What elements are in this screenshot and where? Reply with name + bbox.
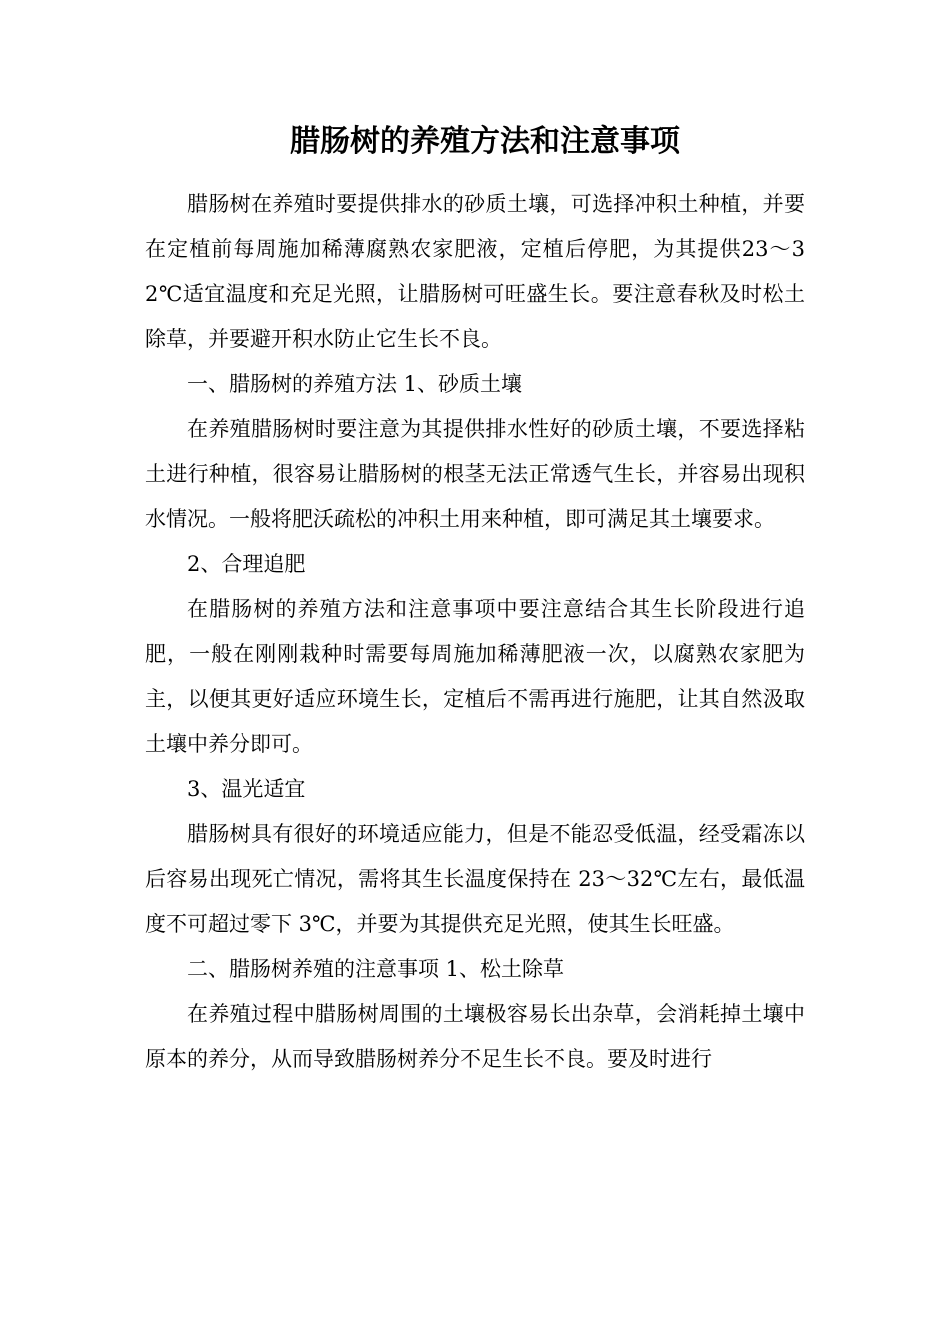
body-paragraph: 在养殖过程中腊肠树周围的土壤极容易长出杂草，会消耗掉土壤中原本的养分，从而导致腊肠树养分不足生长不良。要及时进行 (145, 1002, 805, 1071)
body-paragraph: 腊肠树在养殖时要提供排水的砂质土壤，可选择冲积土种植，并要在定植前每周施加稀薄腐熟农家肥液，定植后停肥，为其提供23～32℃适宜温度和充足光照，让腊肠树可旺盛生长。要注意春秋及时松土除草，并要避开积水防止它生长不良。 (145, 192, 805, 351)
document-body (145, 182, 805, 1082)
document-title: 腊肠树的养殖方法和注意事项 (290, 124, 680, 159)
section-heading: 一、腊肠树的养殖方法 1、砂质土壤 (187, 372, 523, 396)
section-heading: 二、腊肠树养殖的注意事项 1、松土除草 (187, 957, 565, 981)
body-paragraph: 在腊肠树的养殖方法和注意事项中要注意结合其生长阶段进行追肥，一般在刚刚栽种时需要每周施加稀薄肥液一次，以腐熟农家肥为主，以便其更好适应环境生长，定植后不需再进行施肥，让其自然汲取土壤中养分即可。 (145, 597, 805, 756)
section-heading: 3、温光适宜 (187, 777, 306, 801)
body-paragraph: 腊肠树具有很好的环境适应能力，但是不能忍受低温，经受霜冻以后容易出现死亡情况，需将其生长温度保持在 23～32℃左右，最低温度不可超过零下 3℃，并要为其提供充足光照，使其生长旺盛。 (145, 822, 805, 936)
body-paragraph: 在养殖腊肠树时要注意为其提供排水性好的砂质土壤，不要选择粘土进行种植，很容易让腊肠树的根茎无法正常透气生长，并容易出现积水情况。一般将肥沃疏松的冲积土用来种植，即可满足其土壤要求。 (145, 417, 805, 531)
section-heading: 2、合理追肥 (187, 552, 306, 576)
